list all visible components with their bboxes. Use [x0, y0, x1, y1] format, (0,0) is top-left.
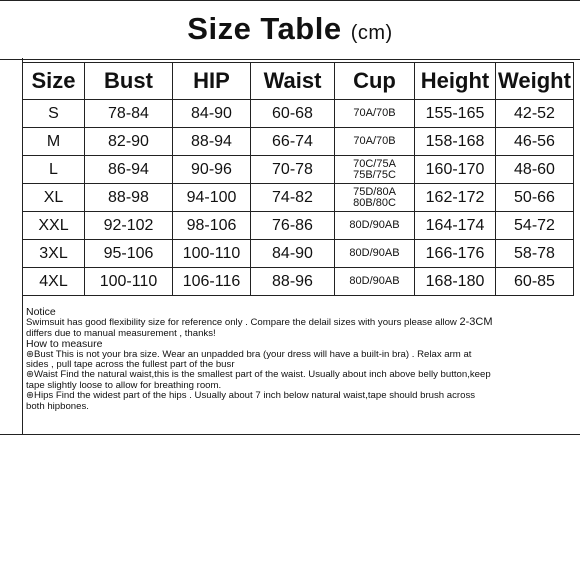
cup-value: 75D/80A: [353, 185, 396, 198]
bust-cell: 82-90: [85, 128, 173, 156]
hip-cell: 88-94: [173, 128, 251, 156]
title-unit: (cm): [350, 22, 393, 44]
cup-value: 80D/90AB: [349, 275, 400, 287]
cup-value: 80B/80C: [353, 196, 396, 209]
weight-cell: 42-52: [496, 100, 574, 128]
header-row: [23, 63, 574, 100]
bust-instruction-2: sides , pull tape across the fullest part of the busr: [26, 359, 235, 371]
waist-cell: 66-74: [251, 128, 335, 156]
size-table: [22, 62, 574, 296]
hip-cell: 84-90: [173, 100, 251, 128]
size-cell: S: [23, 100, 85, 128]
height-cell: 164-174: [415, 212, 496, 240]
hip-cell: 106-116: [173, 268, 251, 296]
bust-cell: 92-102: [85, 212, 173, 240]
notice-section: [26, 307, 576, 412]
size-cell: L: [23, 156, 85, 184]
table-row: [23, 268, 574, 296]
bust-cell: 88-98: [85, 184, 173, 212]
size-cell: 4XL: [23, 268, 85, 296]
title-bar: [0, 0, 580, 60]
size-cell: 3XL: [23, 240, 85, 268]
bust-cell: 95-106: [85, 240, 173, 268]
hips-instruction: ⊛Hips Find the widest part of the hips . Usually about 7 inch below natural waist,tape should brush across: [26, 390, 476, 402]
title-main: Size Table: [187, 11, 342, 46]
weight-cell: 58-78: [496, 240, 574, 268]
header-hip: HIP: [173, 63, 251, 100]
table-row: [23, 212, 574, 240]
cup-value: 80D/90AB: [349, 247, 400, 259]
height-cell: 160-170: [415, 156, 496, 184]
cup-cell: [335, 156, 415, 184]
height-cell: 155-165: [415, 100, 496, 128]
waist-cell: 76-86: [251, 212, 335, 240]
cup-cell: [335, 212, 415, 240]
table-row: [23, 128, 574, 156]
header-waist: Waist: [251, 63, 335, 100]
notice-heading: Notice: [26, 306, 56, 318]
table-row: [23, 184, 574, 212]
size-cell: XL: [23, 184, 85, 212]
bust-instruction: ⊛Bust This is not your bra size. Wear an unpadded bra (your dress will have a built-in bra) . Relax arm at: [26, 348, 472, 360]
page-title: [0, 11, 580, 47]
weight-cell: 46-56: [496, 128, 574, 156]
notice-text-main: Swimsuit has good flexibility size for reference only . Compare the delail sizes with yours please allow: [26, 317, 460, 329]
cup-value: 70C/75A: [353, 157, 396, 170]
table-row: [23, 100, 574, 128]
cup-value: 75B/75C: [353, 168, 396, 181]
size-cell: M: [23, 128, 85, 156]
header-height: Height: [415, 63, 496, 100]
waist-instruction-2: tape slightly loose to allow for breathing room.: [26, 379, 222, 391]
cup-cell: [335, 184, 415, 212]
height-cell: 168-180: [415, 268, 496, 296]
height-cell: 162-172: [415, 184, 496, 212]
size-cell: XXL: [23, 212, 85, 240]
table-row: [23, 240, 574, 268]
waist-cell: 60-68: [251, 100, 335, 128]
hip-cell: 94-100: [173, 184, 251, 212]
header-bust: Bust: [85, 63, 173, 100]
bust-cell: 86-94: [85, 156, 173, 184]
hip-cell: 90-96: [173, 156, 251, 184]
header-weight: Weight: [496, 63, 574, 100]
bust-cell: 100-110: [85, 268, 173, 296]
height-cell: 158-168: [415, 128, 496, 156]
weight-cell: 60-85: [496, 268, 574, 296]
header-cup: Cup: [335, 63, 415, 100]
cup-cell: [335, 128, 415, 156]
waist-cell: 88-96: [251, 268, 335, 296]
waist-instruction: ⊛Waist Find the natural waist,this is the smallest part of the waist. Usually about inch above belly button,keep: [26, 369, 491, 381]
cup-cell: [335, 240, 415, 268]
cup-cell: [335, 268, 415, 296]
weight-cell: 48-60: [496, 156, 574, 184]
height-cell: 166-176: [415, 240, 496, 268]
hips-instruction-2: both hipbones.: [26, 400, 89, 412]
cup-value: 80D/90AB: [349, 219, 400, 231]
cup-cell: [335, 100, 415, 128]
hip-cell: 98-106: [173, 212, 251, 240]
notice-text-2: differs due to manual measurement , thanks!: [26, 327, 216, 339]
weight-cell: 50-66: [496, 184, 574, 212]
header-size: Size: [23, 63, 85, 100]
bust-cell: 78-84: [85, 100, 173, 128]
notice-allowance: 2-3CM: [459, 316, 493, 329]
cup-value: 70A/70B: [353, 135, 396, 147]
table-row: [23, 156, 574, 184]
hip-cell: 100-110: [173, 240, 251, 268]
how-to-measure-heading: How to measure: [26, 338, 103, 351]
waist-cell: 70-78: [251, 156, 335, 184]
waist-cell: 74-82: [251, 184, 335, 212]
weight-cell: 54-72: [496, 212, 574, 240]
cup-value: 70A/70B: [353, 107, 396, 119]
waist-cell: 84-90: [251, 240, 335, 268]
